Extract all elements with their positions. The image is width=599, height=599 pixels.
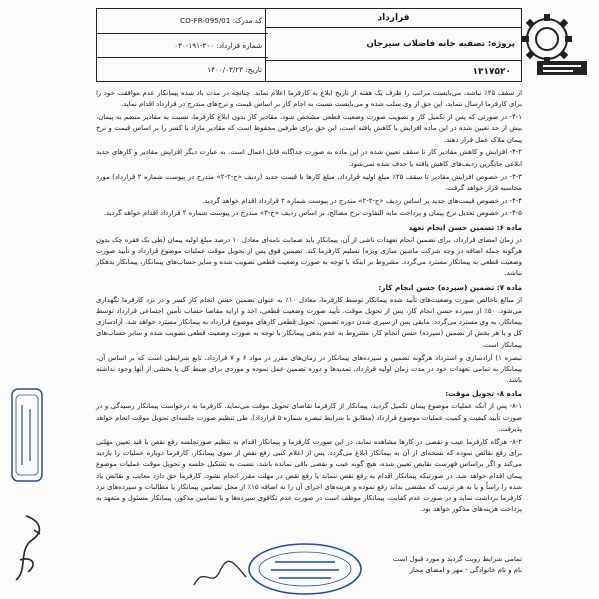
company-logo-icon	[515, 9, 593, 81]
contract-no-field: شماره قرارداد: ۴۰۰-۱۹۱-۰۳۰	[97, 34, 268, 59]
contract-body	[96, 88, 522, 558]
header-main	[265, 9, 521, 81]
paragraph: ۸-۲- هرگاه کارفرما عیب و نقصی در کارها مشاهده نماید، در این صورت کارفرما و پیمانکار اقدام به تنظیم صورتجلسه رفع نقص با قید تعیین مهلتی برای رفع نقائص نموده که نسخه‌ای از آن به پیمانکار ابلاغ می‌گردد. پس از اعلام کتبی رفع نقص از سوی پیمانکار، کارفرما دوباره عملیات را بازدید می‌کند و اگر براساس فهرست نقایص تعیین شده، هیچ گونه عیب و نقصی باقی نمانده باشد، نسبت به تشکیل جلسه و تحویل موقت عملیات موضوع پیمان اقدام خواهد شد. در صورتیکه پیمانکار اقدام به رفع نقص ننماید یا رفع نقص در مهلت مقرر انجام نشود، کارفرما حق دارد معایب و نقائص یاد شده را راساً و یا به هر ترتیب که مقتضی بداند رفع نموده و هزینه‌های اجرای آن را به اضافه ۱۵٪ از محل تضامین پیمانکار یا مطالبات و سپرده‌های نزد کارفرما برداشت نماید و در صورت عدم کفایت، پیمانکار موظف است در صورت عدم تکافوی سپرده‌ها و یا تضامین مذکور، پیمانکار مسئول و متعهد به پرداخت هزینه‌های مذکور خواهد بود.	[96, 437, 522, 514]
paragraph: ۴-۵- در خصوص تعدیل نرخ پیمان و پرداخت مابه التفاوت نرخ مصالح، بر اساس ردیف «ج-۳» مندرج در پیوست شماره ۲ قرارداد اقدام خواهد گردید.	[103, 209, 522, 218]
contract-number: ۱۳۱۷۵۲۰	[472, 67, 511, 77]
paragraph: تبصره ۱) آزادسازی و استرداد هرگونه تضمین و سپرده‌های پیمانکار در زمان‌های مقرر در مواد ۶ و ۷ قرارداد، تابع شرایطی است که بر اساس آن، پیمانکار به تمامی تعهدات خود در مدت زمان اولیه قرارداد، تمدیدها و دوره تضمین عمل نموده و موردی برای ضبط کل یا بخشی از آنها وجود نداشته باشد.	[96, 353, 522, 385]
section-heading: ماده ۷: تضمین (سپرده) حسن انجام کار:	[378, 282, 522, 292]
signatory-line: نام و نام خانوادگی - مهر و امضای مجاز	[409, 566, 522, 574]
paragraph: از سقف ۲۵٪ نباشد، می‌بایست مراتب را ظرف یک هفته از تاریخ ابلاغ به کارفرما اعلام نماید. چنانچه در مدت یاد شده پیمانکار عدم موافقت خود را برای کارفرما ارسال ننماید، این حق از وی سلب شده و می‌بایست نسبت به اجام کار بر اساس قیمت و نرخ‌های مندرج در قرارداد اقدام نماید.	[96, 89, 522, 109]
company-stamp-icon	[245, 540, 365, 598]
stamp-icon	[8, 385, 46, 485]
paragraph: ۴-۳- در خصوص افزایش مقادیر تا سقف ۲۵٪ مبلغ اولیه قرارداد، مبلغ کارها با قیمت جدید (ردیف «ج-۲-۲» مندرج در پیوست شماره ۲ قرارداد) مورد محاسبه قرار خواهد گرفت.	[96, 172, 522, 192]
document-title: قرارداد	[266, 9, 521, 28]
paragraph: ۴-۴- در خصوص قیمت‌های جدید بر اساس ردیف «ج-۲-۲» مندرج در پیوست شماره ۲ قرارداد اقدام خواهد گردید.	[202, 196, 522, 205]
header-meta	[97, 9, 268, 81]
contract-header	[96, 8, 522, 82]
doc-code: کد مدرک: CO-FR-095/01	[97, 9, 268, 34]
paragraph: ۸-۱- پس از آنکه عملیات موضوع پیمان تکمیل گردید، پیمانکار از کارفرما تقاضای تحویل موقت می‌نماید. کارفرما به درخواست پیمانکار رسیدگی و در صورت تأیید کیفیت و کمیت عملیات موضوع قرارداد (مطابق با شرایط تبصره شماره ۵ قرارداد)، طی تنظیم صورت جلسه‌ای تحویل موقت انجام خواهد پذیرفت.	[96, 402, 522, 433]
contract-date: تاریخ: ۱۴۰۰/۰۳/۲۳	[207, 65, 262, 75]
signature-icon	[8, 510, 48, 588]
handwritten-signature-icon	[190, 555, 250, 595]
project-name: پروژه: تصفیه خانه فاضلاب سیرجان	[266, 27, 521, 61]
paragraph: ۴-۲- افزایش و کاهش مقادیر کار تا سقف تعیین شده در این ماده به صورت جداگانه قابل اعمال است. به عبارت دیگر افزایش مقادیر و کارهای جدید ابلاغی جایگزین ردیف‌های کاهش یافته یا حذف شده نمی‌شود.	[96, 148, 522, 168]
section-heading: ماده ۸- تحویل موقت:	[445, 389, 522, 399]
paragraph: ۴-۱- در صورتی که پس از تکمیل کار و تصویب صورت وضعیت قطعی مشخص شود، مقادیر کار بدون ابلاغ کارفرما، نسبت به مقادیر منضم به پیمان، بیش از حد تعیین شده در این ماده افزایش یا کاهش یافته است، این حق برای طرفین محفوظ است که مقادیر مازاد یا کسر را بر اساس قیمت و نرخ پیمان ملاک عمل قرار دهند.	[96, 113, 522, 144]
paragraph: از مبالغ ناخالص صورت وضعیت‌های تأیید شده پیمانکار توسط کارفرما، معادل ۱۰٪ به عنوان تضمین حسن انجام کار کسر و در نزد کارفرما نگهداری می‌شود. ۵۰٪ از سپرده حسن انجام کار، پس از تحویل موقت، تأیید صورت وضعیت قطعی، اخذ و ارایه مفاصا حساب تأمین اجتماعی قرارداد توسط پیمانکار، به وی مسترد می‌گردد. مابقی پس از سپری شدن دوره تضمین، تحویل قطعی کارهای موضوع قرارداد به پیمانکار مسترد خواهد شد. آزادسازی کل و یا هر بخش از تضمین (سپرده) حسن انجام کار، مشروط به عدم بدهی پیمانکار با توجه به صورت وضعیت قطعی تصویب شده و سایر حساب‌های پیمانکار است.	[96, 295, 522, 349]
section-heading: ماده ۶: تضمین حسن انجام تعهد	[408, 222, 522, 232]
paragraph: در زمان امضای قرارداد، برای تضمین انجام تعهدات ناشی از آن، پیمانکار باید ضمانت نامه‌ای معادل ۱۰ درصد مبلغ اولیه پیمان (طی یک فقره چک بدون هرگونه جمله اضافه در وجه شرکت ماشین سازی ویژه) تسلیم کارفرما کند. تضمین فوق پس از تحویل موقت عملیات موضوع قرارداد و تأیید صورت وضعیت قطعی به پیمانکار مسترد می‌گردد. مشروط بر اینکه با توجه به صورت وضعیت قطعی تصویب شده و سایر حساب‌های پیمانکار، پیمانکار بدهکار نباشد.	[96, 235, 522, 278]
acceptance-line: تمامی شرایط رویت گردید و مورد قبول است	[392, 555, 522, 563]
